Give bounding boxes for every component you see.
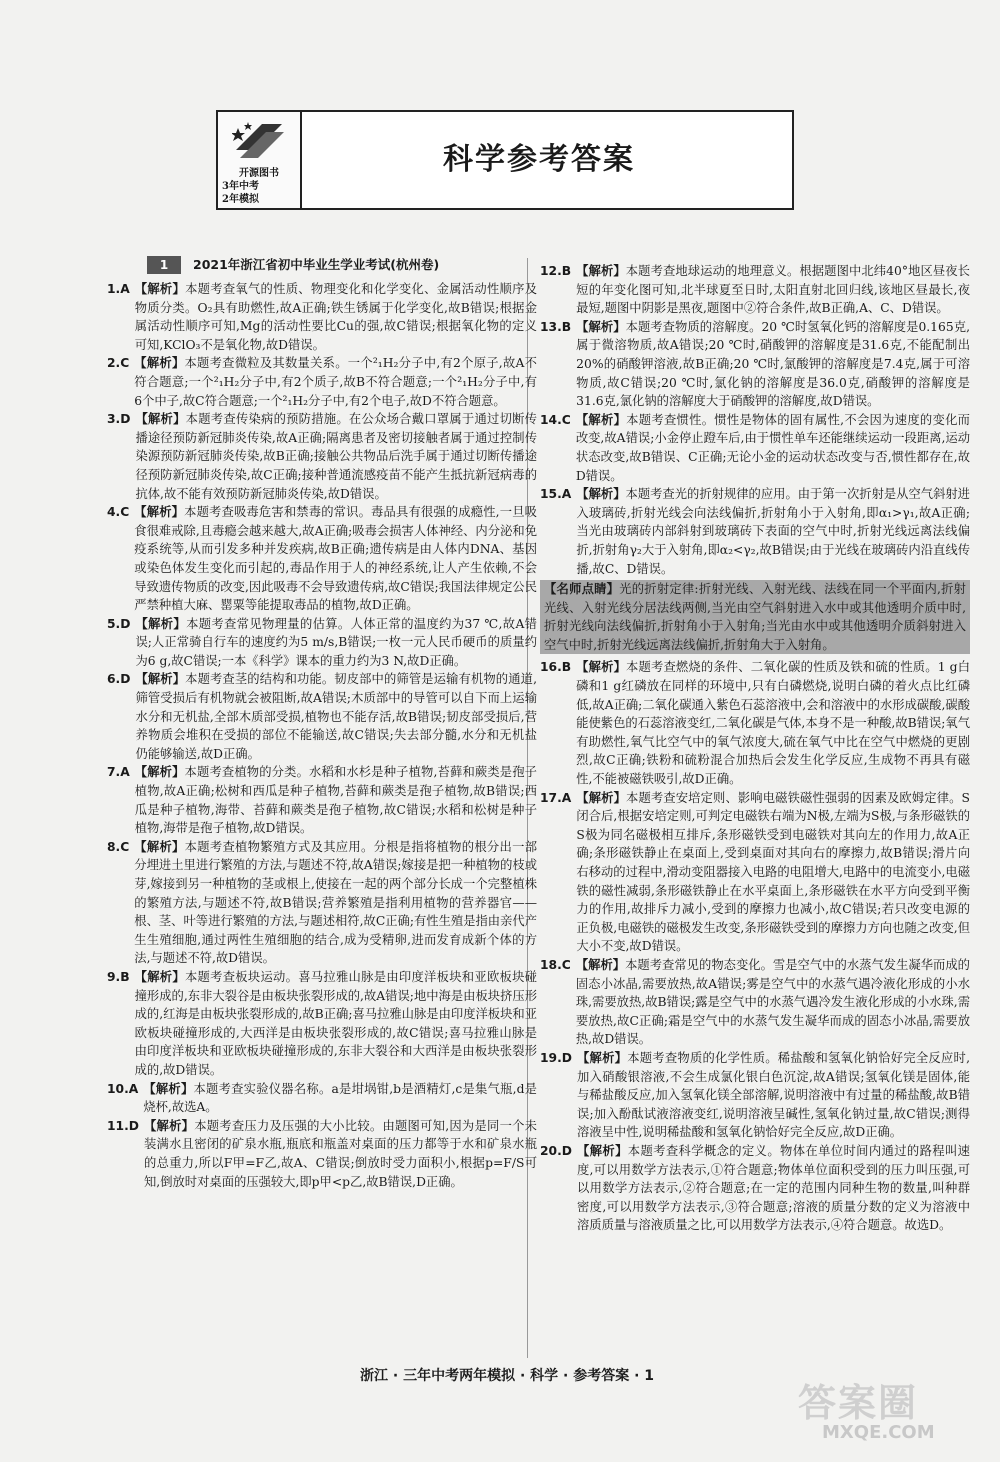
answer-explanation [135,410,537,503]
analysis-tag: 【解析】 [575,956,626,972]
answer-item [540,262,970,318]
answer-number: 7.A [107,765,130,780]
answer-item [540,956,970,1049]
answer-item [107,670,537,763]
logo-series-line-2: 2年模拟 [222,194,259,205]
analysis-text: 本题考查植物繁殖方式及其应用。分根是指将植物的根分出一部分埋进土里进行繁殖的方法,与题述不符,故A错误;嫁接是把一种植物的枝或芽,嫁接到另一种植物的茎或根上,使接在一起的两个部分长成一个完整植株的繁殖方法,与题述不符,故B错误;营养繁殖是指利用植物的营养器官——根、茎、叶等进行繁殖的方法,与题述相符,故C正确;有性生殖是指由亲代产生生殖细胞,通过两性生殖细胞的结合,成为受精卵,进而发育成新个体的方法,与题述不符,故D错误。 [134,839,537,966]
answer-number: 16.B [540,660,572,675]
teacher-tip-text: 光的折射定律:折射光线、入射光线、法线在同一个平面内,折射光线、入射光线分居法线两侧,当光由空气斜射进入水中或其他透明介质中时,折射光线向法线偏折,折射角小于入射角;当光由水中或其他透明介质斜射进入空气中时,折射光线远离法线偏折,折射角大于入射角。 [544,582,966,652]
analysis-text: 本题考查吸毒危害和禁毒的常识。毒品具有很强的成瘾性,一旦吸食很难戒除,且毒瘾会越来越大,故A正确;吸毒会损害人体神经、内分泌和免疫系统等,从而引发多种并发疾病,故B正确;遗传病是由人体内DNA、基因或染色体发生变化而引起的,毒品作用于人的神经系统,让人产生依赖,不会导致遗传物质的改变,因此吸毒不会导致遗传病,故C错误;我国法律规定公民严禁种植大麻、罂粟等能提取毒品的植物,故D正确。 [134,505,537,613]
answer-item [540,411,970,485]
analysis-text: 本题考查光的折射规律的应用。由于第一次折射是从空气斜射进入玻璃砖,折射光线会向法线偏折,折射角小于入射角,即α₁>γ₁,故A正确;当光由玻璃砖内部斜射到玻璃砖下表面的空气中时,折射光线远离法线偏折,折射角γ₂大于入射角,即α₂<γ₂,故B错误;由于光线在玻璃砖内沿直线传播,故C、D错误。 [576,487,970,576]
analysis-text: 本题考查常见的物态变化。雪是空气中的水蒸气发生凝华而成的固态小冰晶,需要放热,故A错误;雾是空气中的水蒸气遇冷液化形成的小水珠,需要放热,故B错误;露是空气中的水蒸气遇冷发生液化形成的小水珠,需要放热,故C正确;霜是空气中的水蒸气发生凝华而成的固态小冰晶,需要放热,故D错误。 [575,957,970,1047]
answer-explanation [134,838,537,968]
section-number: 1 [147,256,181,274]
answer-number: 19.D [540,1050,572,1065]
logo-publisher-name: 开源图书 [239,168,279,179]
answer-item [107,615,537,671]
analysis-tag: 【解析】 [135,411,186,427]
left-answer-list [107,280,537,1191]
analysis-tag: 【解析】 [143,1080,194,1096]
answer-item [107,838,537,968]
answer-number: 9.B [107,969,130,984]
answer-number: 4.C [107,505,130,520]
answer-item [540,1142,970,1235]
analysis-tag: 【解析】 [576,659,627,675]
analysis-text: 本题考查板块运动。喜马拉雅山脉是由印度洋板块和亚欧板块碰撞形成的,东非大裂谷是由板块张裂形成的,故A错误;地中海是由板块挤压形成的,红海是由板块张裂形成的,故B正确;喜马拉雅山脉是由印度洋板块和亚欧板块碰撞形成的,大西洋是由板块张裂形成的,故C错误;喜马拉雅山脉是由印度洋板块和亚欧板块碰撞形成的,东非大裂谷和大西洋是由板块张裂形成的,故D错误。 [134,969,537,1077]
answer-explanation [134,503,537,615]
answer-explanation [135,763,537,837]
answer-item [540,485,970,578]
answer-item [107,354,537,410]
logo-series [222,180,296,206]
section-title: 2021年浙江省初中毕业生学业考试(杭州卷) [193,257,440,272]
analysis-text: 本题考查实验仪器名称。a是坩埚钳,b是酒精灯,c是集气瓶,d是烧杯,故选A。 [143,1081,537,1115]
answer-explanation [576,318,970,411]
answer-explanation [135,615,537,671]
watermark-text: 答案圈 [798,1381,919,1425]
teacher-tip-box [540,580,970,654]
analysis-tag: 【解析】 [134,355,185,371]
answer-item [107,1080,537,1117]
analysis-tag: 【解析】 [576,486,626,502]
right-column [540,262,970,1235]
answer-number: 5.D [107,616,131,631]
answer-explanation [576,485,970,578]
analysis-tag: 【解析】 [144,1117,195,1133]
answer-item [540,1049,970,1142]
answer-number: 3.D [107,412,131,427]
analysis-text: 本题考查科学概念的定义。物体在单位时间内通过的路程叫速度,可以用数学方法表示,①符合题意;物体单位面积受到的压力叫压强,可以用数学方法表示,②符合题意;在一定的范围内同种生物的数量,叫种群密度,可以用数学方法表示,③符合题意;溶液的质量分数的定义为溶液中溶质质量与溶液质量之比,可以用数学方法表示,④符合题意。故选D。 [577,1143,970,1233]
answer-explanation [135,968,537,1080]
answer-number: 12.B [540,264,572,278]
answer-item [540,658,970,788]
logo-emblem-icon [232,120,286,162]
answer-number: 2.C [107,356,130,371]
answer-explanation [577,1142,970,1235]
answer-number: 6.D [107,672,131,687]
answer-explanation [576,411,970,485]
answer-item [540,318,970,411]
answer-explanation [134,354,537,410]
page-header [216,110,794,210]
analysis-text: 本题考查微粒及其数量关系。一个²₁H₂分子中,有2个原子,故A不符合题意;一个²₁H₂分子中,有2个质子,故B不符合题意;一个²₁H₂分子中,有6个中子,故C符合题意;一个²₁H₂分子中,有2个电子,故D不符合题意。 [134,356,537,408]
analysis-tag: 【解析】 [576,789,627,805]
analysis-text: 本题考查安培定则、影响电磁铁磁性强弱的因素及欧姆定律。S闭合后,根据安培定则,可判定电磁铁右端为N极,左端为S极,与条形磁铁的S极为同名磁极相互排斥,条形磁铁受到电磁铁对其向左的作用力,故A正确;条形磁铁静止在桌面上,受到桌面对其向右的摩擦力,故B错误;滑片向右移动的过程中,滑动变阻器接入电路的电阻增大,电路中的电流变小,电磁铁的磁性减弱,条形磁铁静止在水平桌面上,条形磁铁在水平方向受到平衡力的作用,故排斥力减小,受到的摩擦力也减小,故C错误;若只改变电源的正负极,电磁铁的磁极发生改变,条形磁铁受到的摩擦力方向也随之改变,但大小不变,故D错误。 [576,790,970,954]
publisher-logo [218,112,302,208]
answer-explanation [135,280,537,354]
answer-item [107,280,537,354]
answer-number: 14.C [540,412,571,427]
answer-number: 1.A [107,282,130,296]
analysis-tag: 【解析】 [134,504,185,520]
page-title: 科学参考答案 [443,142,635,177]
section-heading [107,256,537,276]
answer-item [107,763,537,837]
watermark-logo [798,1372,968,1452]
answer-explanation [143,1080,537,1117]
analysis-tag: 【解析】 [134,764,185,780]
logo-series-line-1: 3年中考 [222,181,259,192]
analysis-tag: 【解析】 [577,1049,628,1065]
answer-number: 13.B [540,319,572,334]
analysis-text: 本题考查传染病的预防措施。在公众场合戴口罩属于通过切断传播途径预防新冠肺炎传染,故A正确;隔离患者及密切接触者属于通过控制传染源预防新冠肺炎传染,故B正确;接触公共物品后洗手属于通过切断传播途径预防新冠肺炎传染,故C正确;接种普通流感疫苗不能产生抵抗新冠病毒的抗体,故不能有效预防新冠肺炎传染,故D错误。 [135,412,537,501]
analysis-text: 本题考查地球运动的地理意义。根据题图中北纬40°地区昼夜长短的年变化图可知,北半球夏至日时,太阳直射北回归线,该地区昼最长,夜最短,题图中阴影是黑夜,题图中②符合条件,故B正确,A、C、D错误。 [576,264,970,316]
answer-item [107,503,537,615]
analysis-tag: 【解析】 [134,281,186,296]
left-column [107,257,537,1191]
answer-explanation [576,658,970,788]
analysis-text: 本题考查燃烧的条件、二氧化碳的性质及铁和硫的性质。1 g白磷和1 g红磷放在同样的环境中,只有白磷燃烧,说明白磷的着火点比红磷低,故A正确;二氧化碳通入紫色石蕊溶液中,会和溶液中的水形成碳酸,碳酸能使紫色的石蕊溶液变红,二氧化碳是气体,本身不是一种酸,故B错误;氧气有助燃性,氧气比空气中的氧气浓度大,硫在氧气中比在空气中燃烧的更剧烈,故C正确;铁粉和硫粉混合加热后会发生化学反应,生成物不再具有磁性,不能被磁铁吸引,故D正确。 [576,660,970,787]
watermark-url: MXQE.COM [822,1422,935,1443]
analysis-tag: 【解析】 [135,615,187,631]
answer-explanation [576,956,970,1049]
answer-explanation [576,789,970,956]
analysis-text: 本题考查植物的分类。水稻和水杉是种子植物,苔藓和蕨类是孢子植物,故A正确;松树和西瓜是种子植物,苔藓和蕨类是孢子植物,故B错误;西瓜是种子植物,海带、苔藓和蕨类是孢子植物,故C错误;水稻和松树是种子植物,海带是孢子植物,故D错误。 [134,765,537,836]
analysis-tag: 【解析】 [576,318,626,334]
analysis-tag: 【解析】 [134,968,185,984]
answer-number: 8.C [107,839,130,854]
right-answer-list [540,262,970,578]
analysis-tag: 【解析】 [134,838,185,854]
analysis-tag: 【解析】 [135,671,186,687]
answer-item [107,1117,537,1191]
answer-explanation [576,262,970,318]
title-box [306,128,772,192]
analysis-tag: 【解析】 [577,1142,628,1158]
analysis-text: 本题考查茎的结构和功能。韧皮部中的筛管是运输有机物的通道,筛管受损后有机物就会被阻断,故A错误;木质部中的导管可以自下而上运输水分和无机盐,全部木质部受损,植物也不能存活,故B错误;韧皮部受损后,营养物质会堆积在受损的部位不能输送,故C错误;失去部分髓,水分和无机盐仍能够输送,故D正确。 [135,672,537,761]
analysis-text: 本题考查氧气的性质、物理变化和化学变化、金属活动性顺序及物质分类。O₂具有助燃性,故A正确;铁生锈属于化学变化,故B错误;根据金属活动性顺序可知,Mg的活动性要比Cu的强,故C错误;根据氧化物的定义可知,KClO₃不是氧化物,故D错误。 [134,282,537,352]
right-answer-list-continued [540,658,970,1234]
answer-number: 18.C [540,957,571,972]
answer-number: 11.D [107,1118,139,1133]
answer-number: 17.A [540,790,572,805]
analysis-text: 本题考查物质的化学性质。稀盐酸和氢氧化钠恰好完全反应时,加入硝酸银溶液,不会生成氯化银白色沉淀,故A错误;氢氧化镁是固体,能与稀盐酸反应,加入氢氧化镁全部溶解,说明溶液中有过量的稀盐酸,故B错误;加入酚酞试液溶液变红,说明溶液呈碱性,氢氧化钠过量,故C错误;测得溶液呈中性,说明稀盐酸和氢氧化钠恰好完全反应,故D正确。 [577,1050,970,1140]
teacher-tip-tag: 【名师点睛】 [544,581,620,597]
analysis-text: 本题考查常见物理量的估算。人体正常的温度约为37 ℃,故A错误;人正常骑自行车的速度约为5 m/s,B错误;一枚一元人民币硬币的质量约为6 g,故C错误;一本《科学》课本的重力约为3 N,故D正确。 [135,616,537,668]
answer-item [107,410,537,503]
analysis-text: 本题考查惯性。惯性是物体的固有属性,不会因为速度的变化而改变,故A错误;小金停止蹬车后,由于惯性单车还能继续运动一段距离,运动状态改变,故B错误、C正确;无论小金的运动状态改变与否,惯性都存在,故D错误。 [575,412,970,483]
answer-explanation [144,1117,537,1191]
page-footer: 浙江 · 三年中考两年模拟 · 科学 · 参考答案 · 1 [360,1368,655,1384]
analysis-tag: 【解析】 [575,411,627,427]
answer-number: 20.D [540,1143,572,1158]
answer-explanation [577,1049,970,1142]
analysis-text: 本题考查物质的溶解度。20 ℃时氢氧化钙的溶解度是0.165克,属于微溶物质,故A错误;20 ℃时,硝酸钾的溶解度是31.6克,不能配制出20%的硝酸钾溶液,故B正确;20 ℃时,氯酸钾的溶解度是7.4克,属于可溶物质,故C错误;20 ℃时,氯化钠的溶解度是36.0克,硝酸钾的溶解度是31.6克,氯化钠的溶解度大于硝酸钾的溶解度,故D错误。 [576,319,970,409]
answer-item [540,789,970,956]
analysis-tag: 【解析】 [576,263,626,278]
answer-number: 10.A [107,1081,139,1096]
answer-item [107,968,537,1080]
answer-explanation [135,670,537,763]
answer-number: 15.A [540,487,572,502]
analysis-text: 本题考查压力及压强的大小比较。由题图可知,因为是同一个未装满水且密闭的矿泉水瓶,瓶底和瓶盖对桌面的压力都等于水和矿泉水瓶的总重力,所以F甲=F乙,故A、C错误;倒放时受力面积小,根据p=F/S可知,倒放时对桌面的压强较大,即p甲<p乙,故B错误,D正确。 [144,1118,537,1189]
